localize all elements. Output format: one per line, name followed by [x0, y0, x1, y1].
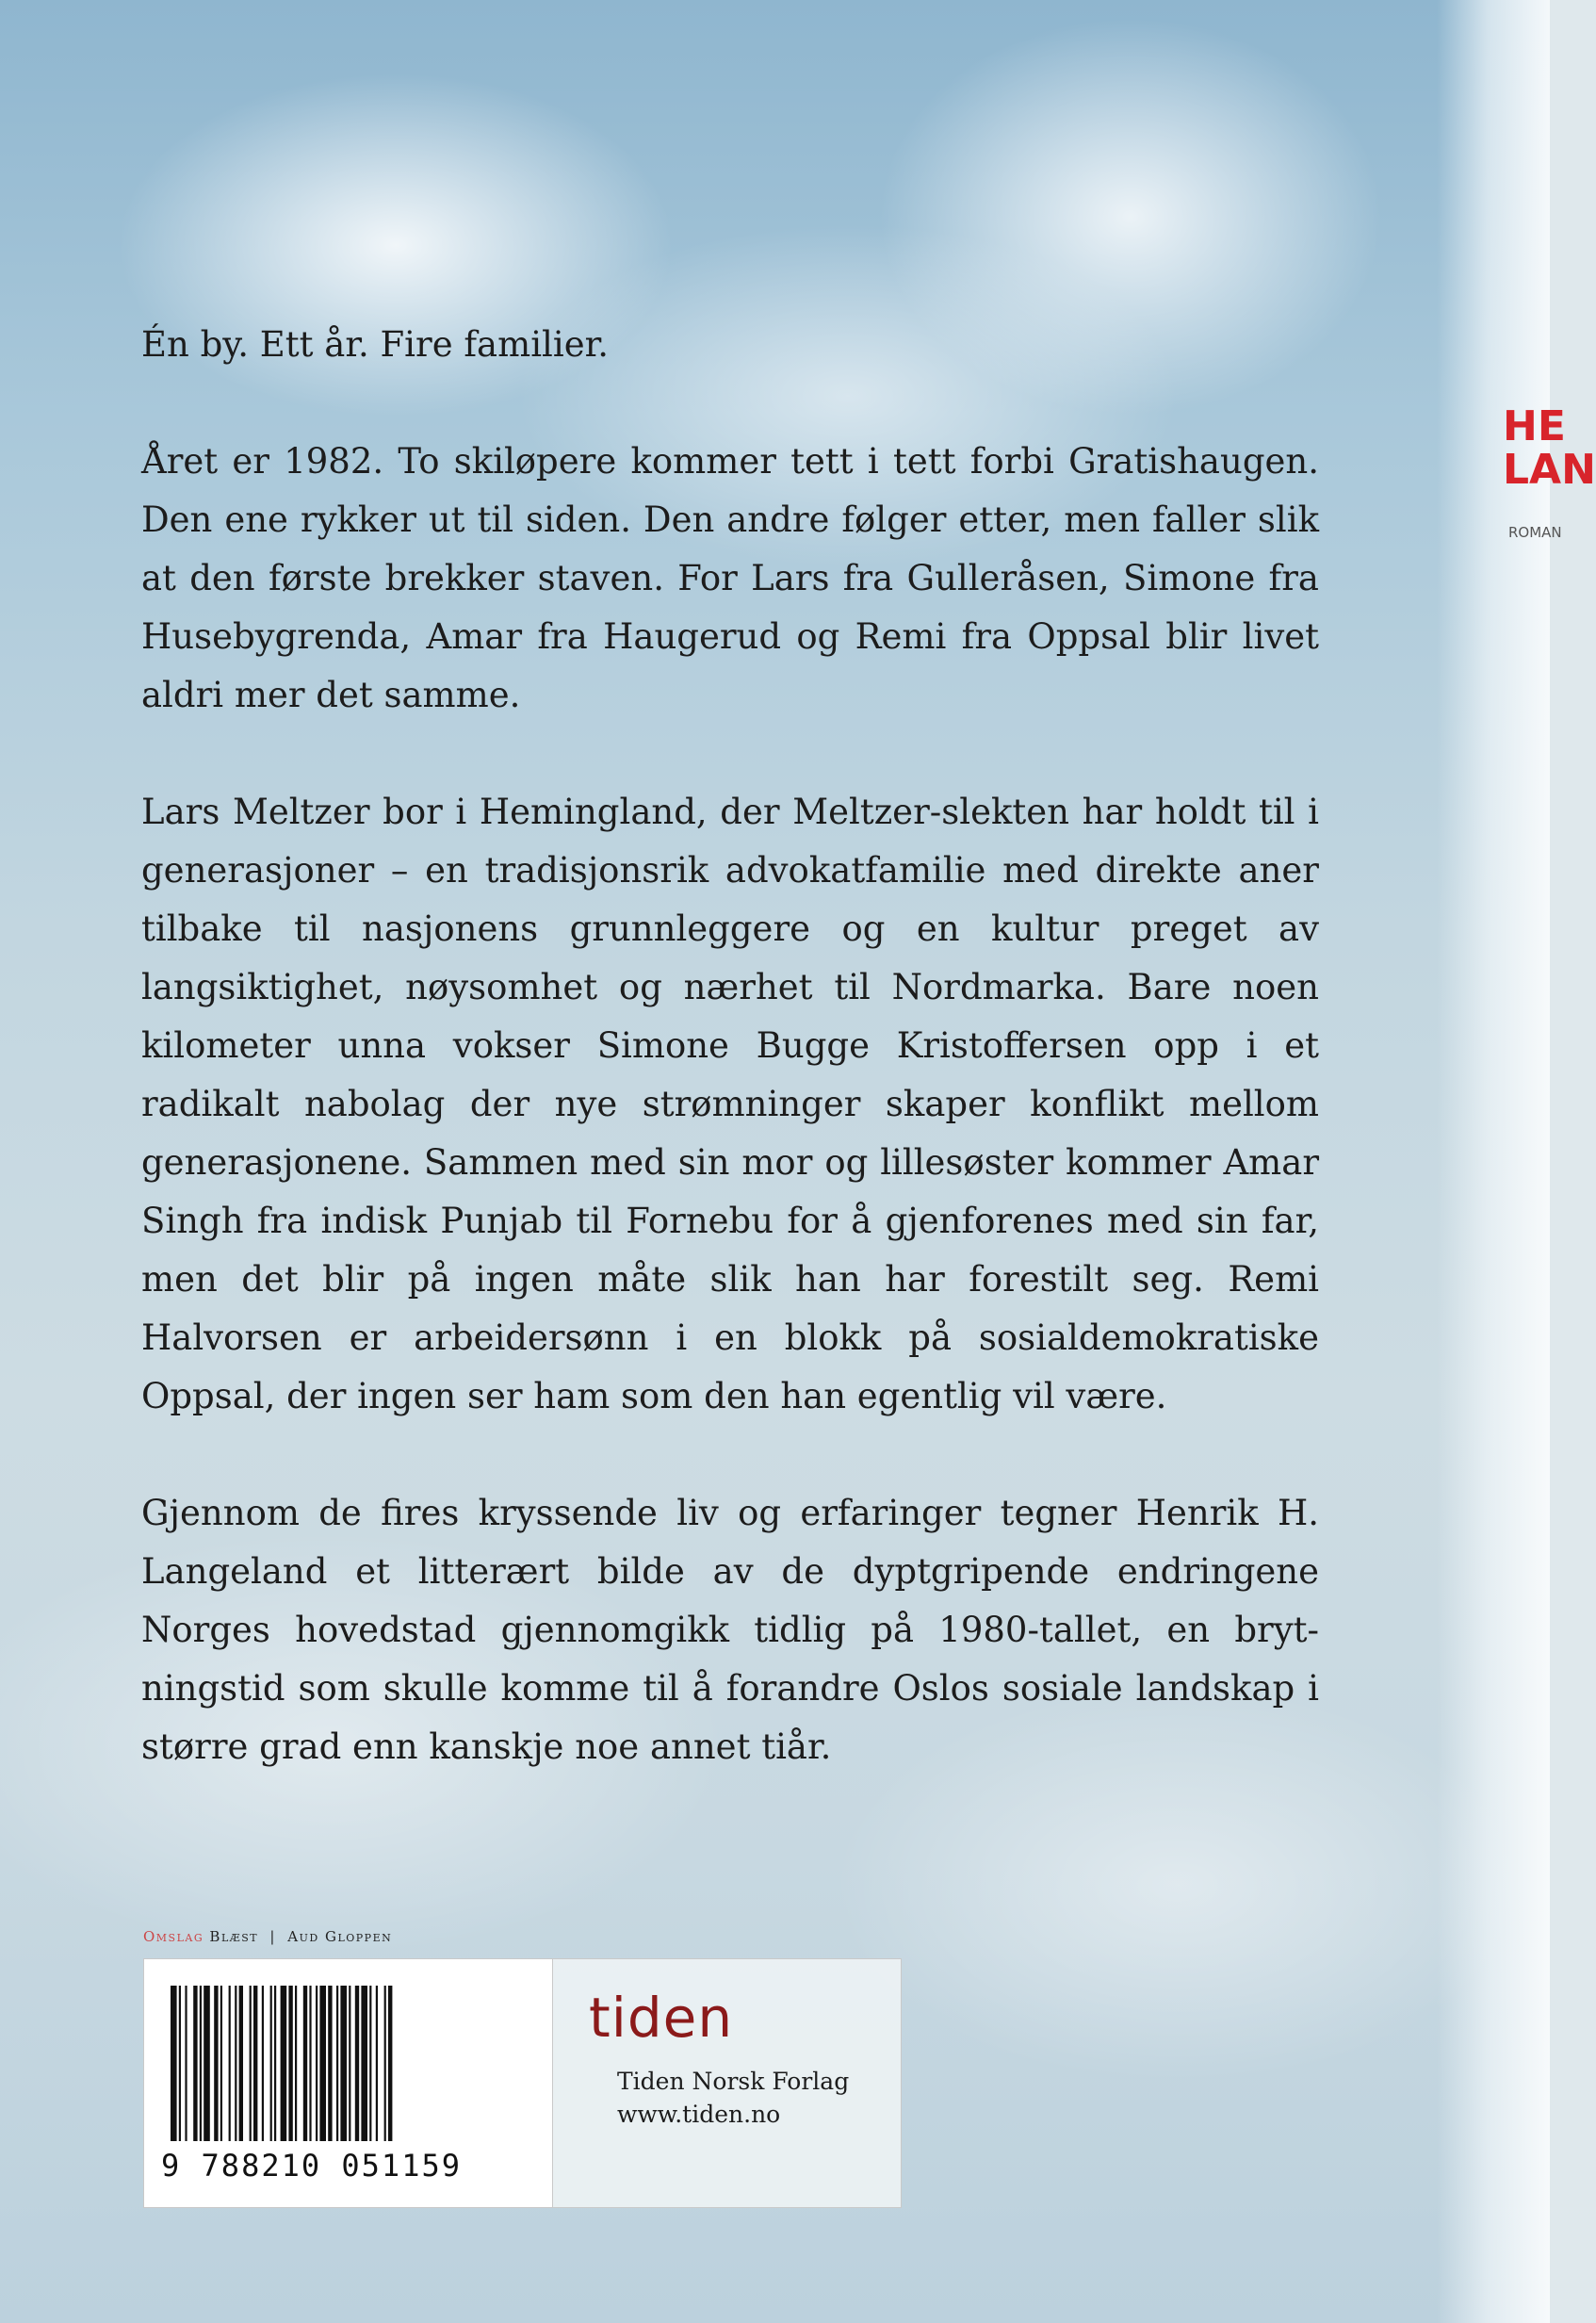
- publisher-logo: tiden: [589, 1986, 734, 2050]
- blurb-text: [141, 316, 1319, 1835]
- blurb-paragraph: Gjennom de fires kryssende liv og erfaringer tegner Henrik H. Langeland et litterært bilde av de dyptgripende endringene Norges hovedstad gjennomgikk tidlig på 1980-tallet, en brytningstid som skulle komme til å forandre Oslos sosiale landskap i større grad enn kanskje noe annet tiår.: [141, 1493, 1319, 1767]
- spine-title: [1503, 402, 1596, 494]
- publisher-url: www.tiden.no: [617, 2101, 781, 2128]
- barcode-icon: [171, 1986, 529, 2146]
- publisher-panel: [553, 1958, 902, 2208]
- tagline: Én by. Ett år. Fire familier.: [141, 324, 609, 365]
- cover-credits: [143, 1928, 392, 1945]
- credits-designer: Blæst: [209, 1928, 259, 1945]
- spine-title-line: LAN: [1503, 446, 1596, 494]
- spine-subtitle: ROMAN: [1508, 524, 1562, 541]
- spine-title-line: HE: [1503, 402, 1566, 450]
- barcode-number: 9 788210 051159: [161, 2148, 462, 2184]
- blurb-paragraph: Året er 1982. To skiløpere kommer tett i tett forbi Gratishaugen. Den ene rykker ut til siden. Den andre følger etter, men faller slik at den første brekker staven. For Lars fra Gulleråsen, Simone fra Husebygrenda, Amar fra Haugerud og Remi fra Oppsal blir livet aldri mer det samme.: [141, 441, 1319, 715]
- credits-separator: |: [269, 1928, 276, 1945]
- credits-label: Omslag: [143, 1928, 204, 1945]
- barcode-panel: [143, 1958, 553, 2208]
- book-spine: [1437, 0, 1596, 2323]
- blurb-paragraph: Lars Meltzer bor i Hemingland, der Meltzer-slekten har holdt til i generasjoner – en tradisjonsrik advokatfamilie med direkte aner tilbake til nasjonens grunnleggere og en kultur preget av langsiktighet, nøysomhet og nærhet til Nordmarka. Bare noen kilometer unna vokser Simone Bugge Kristoffersen opp i et radikalt nabolag der nye strømninger skaper konflikt mellom generasjonene. Sammen med sin mor og lillesøster kommer Amar Singh fra indisk Punjab til Fornebu for å gjenforenes med sin far, men det blir på ingen måte slik han har forestilt seg. Remi Halvorsen er arbeidersønn i en blokk på sosialdemokratiske Oppsal, der ingen ser ham som den han egentlig vil være.: [141, 792, 1319, 1416]
- publisher-name: Tiden Norsk Forlag: [617, 2068, 850, 2095]
- credits-photographer: Aud Gloppen: [287, 1928, 393, 1945]
